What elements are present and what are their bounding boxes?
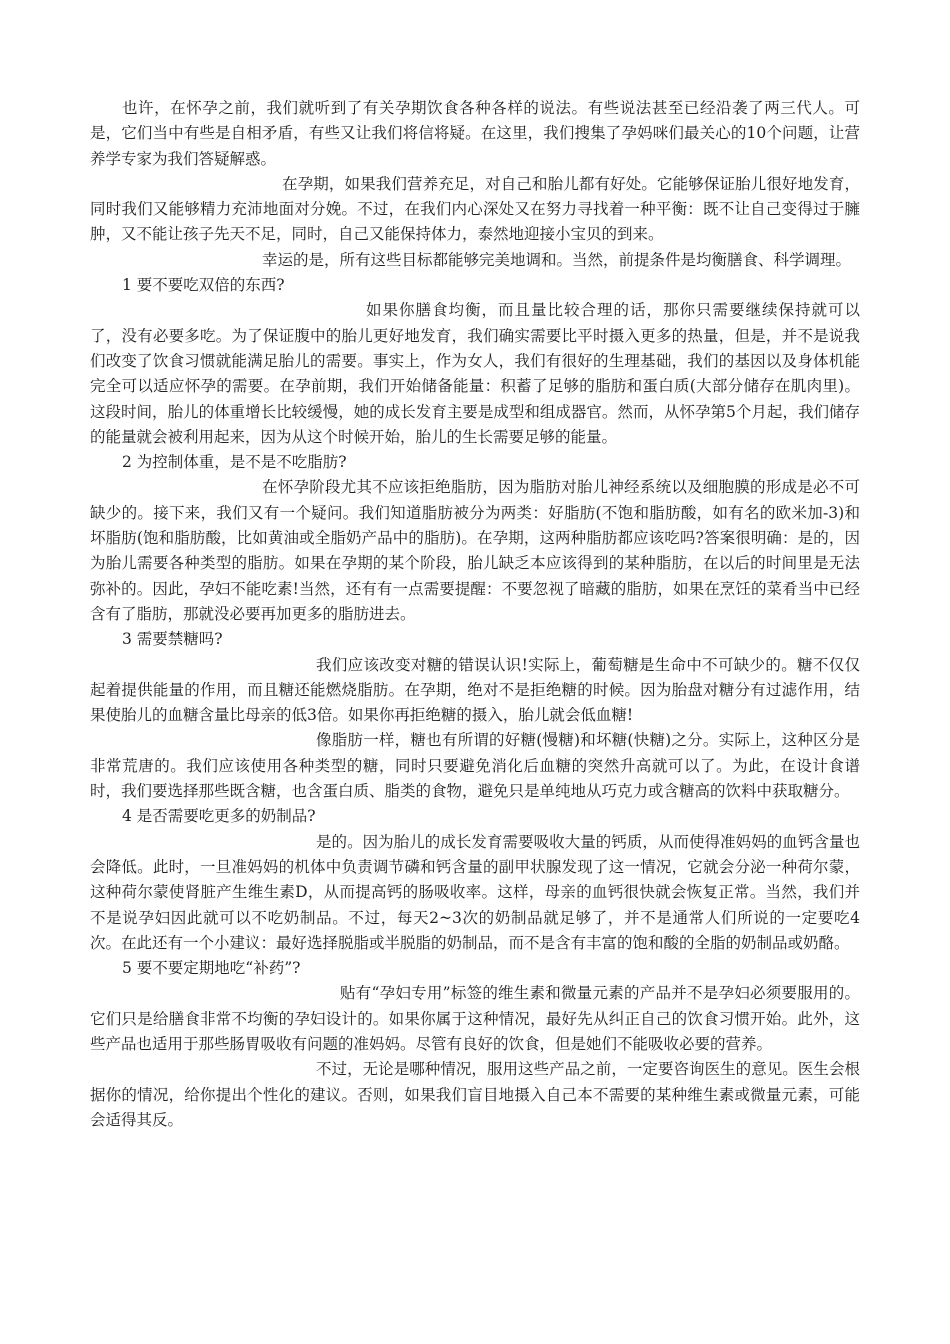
question-3-heading: 3 需要禁糖吗? (122, 630, 223, 649)
document-body (90, 96, 860, 1133)
intro-paragraph: 也许，在怀孕之前，我们就听到了有关孕期饮食各种各样的说法。有些说法甚至已经沿袭了两三代人。可是，它们当中有些是自相矛盾，有些又让我们将信将疑。在这里，我们搜集了孕妈咪们最关心的10个问题，让营养学专家为我们答疑解惑。 (90, 99, 860, 168)
paragraph-balanced-diet: 幸运的是，所有这些目标都能够完美地调和。当然，前提条件是均衡膳食、科学调理。 (262, 250, 852, 269)
answer-1-paragraph: 如果你膳食均衡，而且量比较合理的话，那你只需要继续保持就可以了，没有必要多吃。为了保证腹中的胎儿更好地发育，我们确实需要比平时摄入更多的热量，但是，并不是说我们改变了饮食习惯就能满足胎儿的需要。事实上，作为女人，我们有很好的生理基础，我们的基因以及身体机能完全可以适应怀孕的需要。在孕前期，我们开始储备能量：积蓄了足够的脂肪和蛋白质(大部分储存在肌肉里)。这段时间，胎儿的体重增长比较缓慢，她的成长发育主要是成型和组成器官。然而，从怀孕第5个月起，我们储存的能量就会被利用起来，因为从这个时候开始，胎儿的生长需要足够的能量。 (90, 301, 860, 446)
question-1-heading: 1 要不要吃双倍的东西? (122, 276, 285, 295)
paragraph-nutrition-balance: 在孕期，如果我们营养充足，对自己和胎儿都有好处。它能够保证胎儿很好地发育，同时我们又能够精力充沛地面对分娩。不过，在我们内心深处又在努力寻找着一种平衡：既不让自己变得过于臃肿，又不能让孩子先天不足，同时，自己又能保持体力，泰然地迎接小宝贝的到来。 (90, 174, 860, 244)
answer-4-paragraph: 是的。因为胎儿的成长发育需要吸收大量的钙质，从而使得准妈妈的血钙含量也会降低。此时，一旦准妈妈的机体中负责调节磷和钙含量的副甲状腺发现了这一情况，它就会分泌一种荷尔蒙，这种荷尔蒙使肾脏产生维生素D，从而提高钙的肠吸收率。这样，母亲的血钙很快就会恢复正常。当然，我们并不是说孕妇因此就可以不吃奶制品。不过，每天2~3次的奶制品就足够了，并不是通常人们所说的一定要吃4次。在此还有一个小建议：最好选择脱脂或半脱脂的奶制品，而不是含有丰富的饱和酸的全脂的奶制品或奶酪。 (90, 832, 860, 952)
answer-5-paragraph-b: 不过，无论是哪种情况，服用这些产品之前，一定要咨询医生的意见。医生会根据你的情况，给你提出个性化的建议。否则，如果我们盲目地摄入自己本不需要的某种维生素或微量元素，可能会适得其反。 (90, 1060, 860, 1129)
answer-3-paragraph-b: 像脂肪一样，糖也有所谓的好糖(慢糖)和坏糖(快糖)之分。实际上，这种区分是非常荒唐的。我们应该使用各种类型的糖，同时只要避免消化后血糖的突然升高就可以了。为此，在设计食谱时，我们要选择那些既含糖，也含蛋白质、脂类的食物，避免只是单纯地从巧克力或含糖高的饮料中获取糖分。 (90, 731, 860, 801)
question-2-heading: 2 为控制体重，是不是不吃脂肪? (122, 453, 347, 472)
question-5-heading: 5 要不要定期地吃“补药”? (122, 959, 301, 978)
question-4-heading: 4 是否需要吃更多的奶制品? (122, 807, 316, 826)
answer-5-paragraph-a: 贴有“孕妇专用”标签的维生素和微量元素的产品并不是孕妇必须要服用的。它们只是给膳食非常不均衡的孕妇设计的。如果你属于这种情况，最好先从纠正自己的饮食习惯开始。此外，这些产品也适用于那些肠胃吸收有问题的准妈妈。尽管有良好的饮食，但是她们不能吸收必要的营养。 (90, 984, 860, 1053)
answer-2-paragraph: 在怀孕阶段尤其不应该拒绝脂肪，因为脂肪对胎儿神经系统以及细胞膜的形成是必不可缺少的。接下来，我们又有一个疑问。我们知道脂肪被分为两类：好脂肪(不饱和脂肪酸，如有名的欧米加-3)和坏脂肪(饱和脂肪酸，比如黄油或全脂奶产品中的脂肪)。在孕期，这两种脂肪都应该吃吗?答案很明确：是的，因为胎儿需要各种类型的脂肪。如果在孕期的某个阶段，胎儿缺乏本应该得到的某种脂肪，在以后的时间里是无法弥补的。因此，孕妇不能吃素!当然，还有有一点需要提醒：不要忽视了暗藏的脂肪，如果在烹饪的菜肴当中已经含有了脂肪，那就没必要再加更多的脂肪进去。 (90, 478, 860, 623)
answer-3-paragraph-a: 我们应该改变对糖的错误认识!实际上，葡萄糖是生命中不可缺少的。糖不仅仅起着提供能量的作用，而且糖还能燃烧脂肪。在孕期，绝对不是拒绝糖的时候。因为胎盘对糖分有过滤作用，结果使胎儿的血糖含量比母亲的低3倍。如果你再拒绝糖的摄入，胎儿就会低血糖! (90, 655, 860, 725)
